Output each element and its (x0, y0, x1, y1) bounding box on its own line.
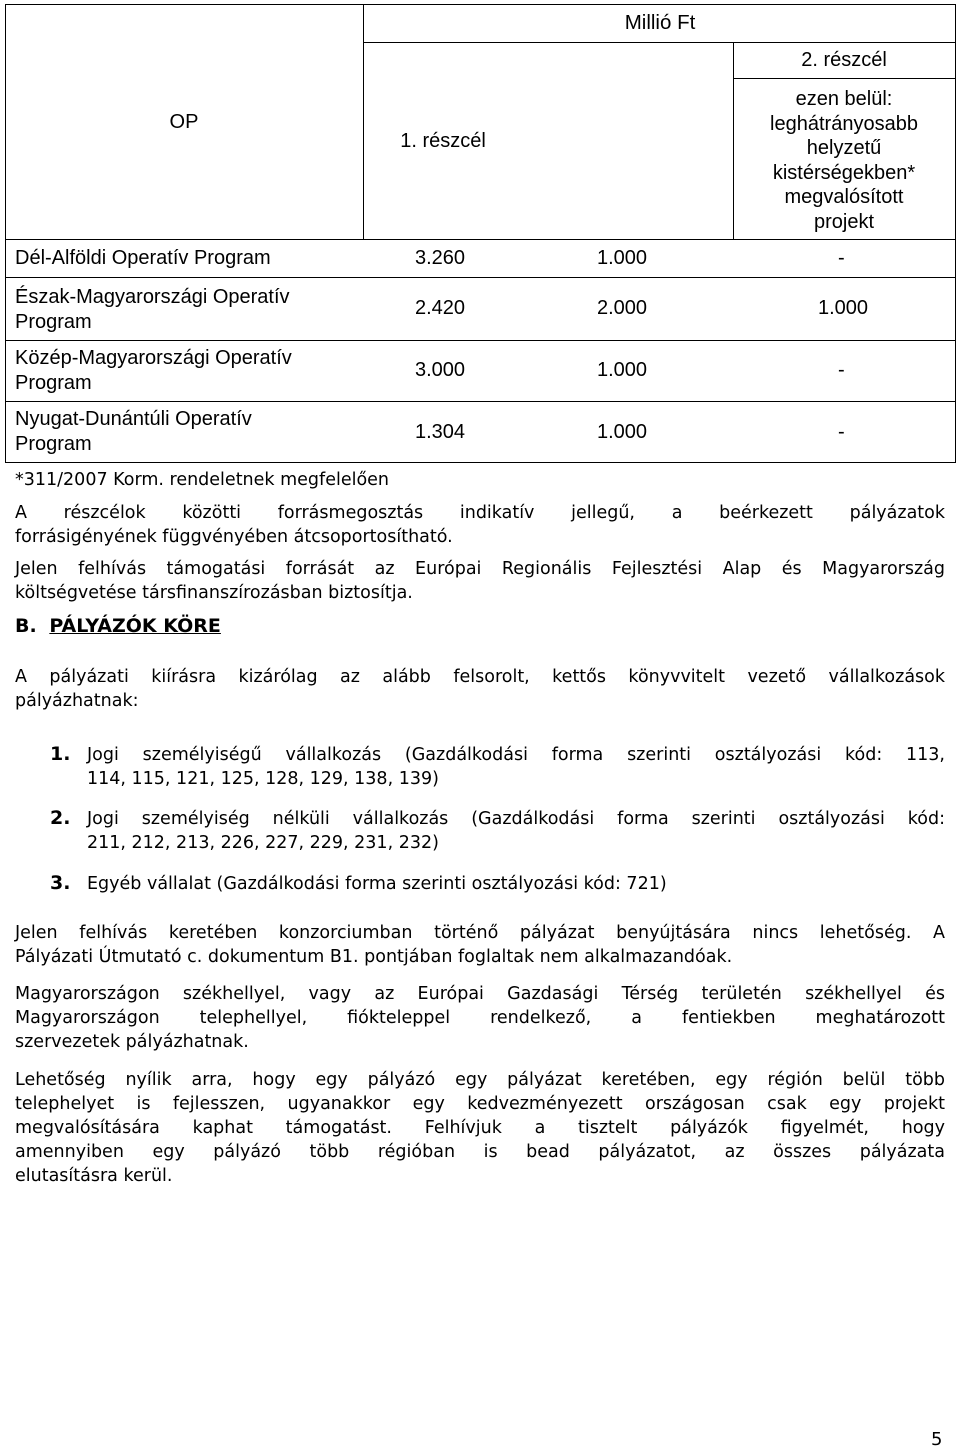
paragraph-eligibility: A pályázati kiírásra kizárólag az alább felsorolt, kettős könyvvitelt vezető vállalkozások pályázhatnak: (15, 667, 945, 711)
table-cell-c2: 1.000 (597, 247, 648, 269)
table-cell-c1: 3.000 (415, 359, 466, 381)
header-col1: 1. részcél (400, 130, 486, 152)
table-cell-c2: 1.000 (597, 359, 648, 381)
table-col-divider (363, 4, 364, 240)
table-border-right (955, 4, 956, 463)
header-op: OP (169, 111, 199, 133)
table-row-name: Észak-Magyarországi Operatív Program (15, 286, 290, 333)
table-header-bottom (5, 239, 955, 240)
table-unit: Millió Ft (624, 11, 696, 34)
table-cell-c1: 3.260 (415, 247, 466, 269)
table-col2-divider (733, 78, 955, 79)
table-cell-c3: - (838, 359, 845, 381)
table-row-divider (5, 401, 955, 402)
table-row-name: Közép-Magyarországi Operatív Program (15, 347, 292, 394)
table-unit-divider (363, 42, 955, 43)
table-row-divider (5, 340, 955, 341)
section-heading: B. PÁLYÁZÓK KÖRE (15, 615, 221, 637)
table-row-divider (5, 277, 955, 278)
header-col2: 2. részcél (801, 49, 887, 71)
table-cell-c1: 1.304 (415, 421, 466, 443)
table-cell-c3: 1.000 (818, 297, 869, 319)
table-cell-c2: 2.000 (597, 297, 648, 319)
list-item: 1. Jogi személyiségű vállalkozás (Gazdálkodási forma szerinti osztályozási kód: 113, 114, 115, 121, 125, 128, 129, 138, 139) (50, 743, 945, 789)
table-cell-c1: 2.420 (415, 297, 466, 319)
table-cell-c3: - (838, 421, 845, 443)
list-number: 2. (50, 807, 71, 829)
table-footnote: *311/2007 Korm. rendeletnek megfelelően (15, 470, 390, 490)
table-border-top (5, 4, 955, 5)
paragraph-seat: Magyarországon székhellyel, vagy az Európai Gazdasági Térség területén székhellyel és Magyarországon telephellyel, fiókteleppel rendelkező, a fentiekben meghatározott szervezetek pályázhatnak. (15, 984, 945, 1052)
table-cell-c2: 1.000 (597, 421, 648, 443)
table-border-bottom (5, 462, 955, 463)
paragraph-consortium: Jelen felhívás keretében konzorciumban történő pályázat benyújtására nincs lehetőség. A Pályázati Útmutató c. dokumentum B1. pontjában foglaltak nem alkalmazandóak. (15, 923, 945, 967)
table-border-left (5, 4, 6, 463)
list-item: 2. Jogi személyiség nélküli vállalkozás (Gazdálkodási forma szerinti osztályozási kód: 211, 212, 213, 226, 227, 229, 231, 232) (50, 807, 945, 853)
paragraph-region: Lehetőség nyílik arra, hogy egy pályázó egy pályázat keretében, egy régión belül több telephelyet is fejlesszen, ugyanakkor egy kedvezményezett országosan csak egy projekt megvalósítására kaphat támogatást. Felhívjuk a tisztelt pályázók figyelmét, hogy amennyiben egy pályázó több régióban is bead pályázatot, az összes pályázata elutasításra kerül. (15, 1070, 945, 1186)
paragraph-allocation: A részcélok közötti forrásmegosztás indikatív jellegű, a beérkezett pályázatok forrásigényének függvényében átcsoportosítható. (15, 503, 945, 547)
list-number: 3. (50, 872, 71, 894)
paragraph-funding: Jelen felhívás támogatási forrását az Európai Regionális Fejlesztési Alap és Magyarország költségvetése társfinanszírozásban biztosítja. (15, 559, 945, 603)
list-number: 1. (50, 743, 71, 765)
page-number: 5 (931, 1429, 943, 1450)
list-item: 3. Egyéb vállalat (Gazdálkodási forma szerinti osztályozási kód: 721) (50, 872, 667, 894)
table-row-name: Nyugat-Dunántúli Operatív Program (15, 408, 252, 455)
table-cell-c3: - (838, 247, 845, 269)
header-col2-subtitle: ezen belül: leghátrányosabb helyzetű kistérségekben* megvalósított projekt (770, 88, 918, 233)
table-row-name: Dél-Alföldi Operatív Program (15, 247, 271, 269)
